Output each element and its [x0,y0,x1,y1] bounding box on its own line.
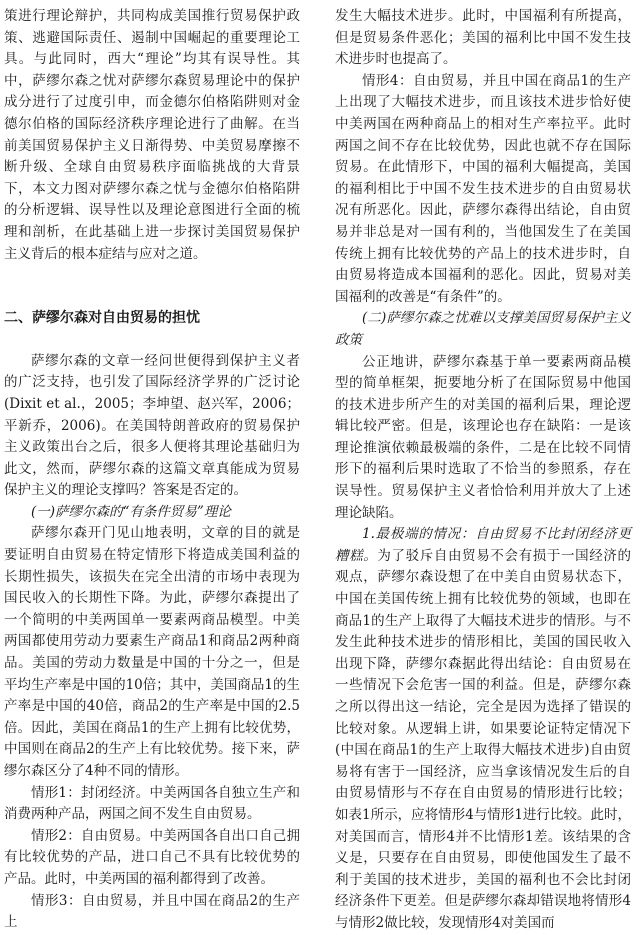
paragraph: 发生大幅技术进步。此时，中国福利有所提高，但是贸易条件恶化；美国的福利比中国不发生技术进步时也提高了。 [335,8,631,68]
paragraph: 萨缪尔森开门见山地表明，文章的目的就是要证明自由贸易在特定情形下将造成美国利益的长期性损失，该损失在完全出清的市场中表现为国民收入的长期性下降。为此，萨缪尔森提出了一个简明的中美两国单一要素两商品模型。中美两国都使用劳动力要素生产商品1和商品2两种商品。美国的劳动力数量是中国的十分之一，但是平均生产率是中国的10倍；其中，美国商品1的生产率是中国的40倍，商品2的生产率是中国的2.5倍。因此，美国在商品1的生产上拥有比较优势，中国则在商品2的生产上有比较优势。接下来，萨缪尔森区分了4种不同的情形。 [4,525,300,779]
point-body: 为了驳斥自由贸易不会有损于一国经济的观点，萨缪尔森设想了在中美自由贸易状态下，中国在美国传统上拥有比较优势的领域，也即在商品1的生产上取得了大幅技术进步的情形。与不发生此种技术进步的情形相比，美国的国民收入出现下降，萨缪尔森据此得出结论：自由贸易在一些情况下会危害一国的利益。但是，萨缪尔森之所以得出这一结论，完全是因为选择了错误的比较对象。从逻辑上讲，如果要论证特定情况下(中国在商品1的生产上取得大幅技术进步)自由贸易将有害于一国经济，应当拿该情况发生后的自由贸易情形与不存在自由贸易的情形进行比较；如表1所示，应将情形4与情形1进行比较。此时，对美国而言，情形4并不比情形1差。该结果的含义是，只要存在自由贸易，即使他国发生了最不利于美国的技术进步，美国的福利也不会比封闭经济条件下更差。但是萨缪尔森却错误地将情形4与情形2做比较，发现情形4对美国而 [335,547,631,931]
paragraph [335,524,631,934]
section-heading: 二、萨缪尔森对自由贸易的担忧 [4,310,200,327]
paragraph: 策进行理论辩护，共同构成美国推行贸易保护政策、逃避国际责任、遏制中国崛起的重要理论工具。与此同时，西大“理论”均其有误导性。其中，萨缪尔森之忧对萨缪尔森贸易理论中的保护成分进行了过度引申，而金德尔伯格陷阱则对金德尔伯格的国际经济秩序理论进行了曲解。在当前美国贸易保护主义日渐得势、中美贸易摩擦不断升级、全球自由贸易秩序面临挑战的大背景下，本文力图对萨缪尔森之忧与金德尔伯格陷阱的分析逻辑、误导性以及理论意图进行全面的梳理和剖析，在此基础上进一步探讨美国贸易保护主义背后的根本症结与应对之道。 [4,8,300,262]
left-column [4,6,300,934]
subsection-heading: (一)萨缪尔森的“有条件贸易”理论 [31,503,231,520]
paragraph: 萨缪尔森的文章一经问世便得到保护主义者的广泛支持，也引发了国际经济学界的广泛讨论(Dixit et al.，2005；李坤望、赵兴军，2006；平新乔，2006)。在美国特朗普政府的贸易保护主义政策出台之后，很多人便将其理论基础归为此文，然而，萨缪尔森的这篇文章真能成为贸易保护主义的理论支撑吗？答案是否定的。 [4,352,300,499]
subsection-heading: (二)萨缪尔森之忧难以支撑美国贸易保护主义政策 [335,310,631,348]
point-heading: 1.最极端的情况：自由贸易不比封闭经济更糟糕。 [335,526,631,564]
paragraph: 公正地讲，萨缪尔森基于单一要素两商品模型的简单框架，扼要地分析了在国际贸易中他国的技术进步所产生的对美国的福利后果，理论逻辑比较严密。但是，该理论也存在缺陷：一是该理论推演依赖最极端的条件，二是在比较不同情形下的福利后果时选取了不恰当的参照系，存在误导性。贸易保护主义者恰恰利用并放大了上述理论缺陷。 [335,353,631,521]
paragraph: 情形2：自由贸易。中美两国各自出口自己拥有比较优势的产品，进口自己不具有比较优势的产品。此时，中美两国的福利都得到了改善。 [4,827,300,887]
paragraph: 情形1：封闭经济。中美两国各自独立生产和消费两种产品，两国之间不发生自由贸易。 [4,784,300,823]
right-column [335,6,631,935]
paragraph: 情形3：自由贸易，并且中国在商品2的生产上 [4,892,300,931]
paragraph: 情形4：自由贸易，并且中国在商品1的生产上出现了大幅技术进步，而且该技术进步恰好使中美两国在两种商品上的相对生产率拉平。此时两国之间不存在比较优势，因此也就不存在国际贸易。在此情形下，中国的福利大幅提高，美国的福利相比于中国不发生技术进步的自由贸易状况有所恶化。因此，萨缪尔森得出结论，自由贸易并非总是对一国有利的，当他国发生了在美国传统上拥有比较优势的产品上的技术进步时，自由贸易将造成本国福利的恶化。因此，贸易对美国福利的改善是“有条件”的。 [335,72,631,305]
